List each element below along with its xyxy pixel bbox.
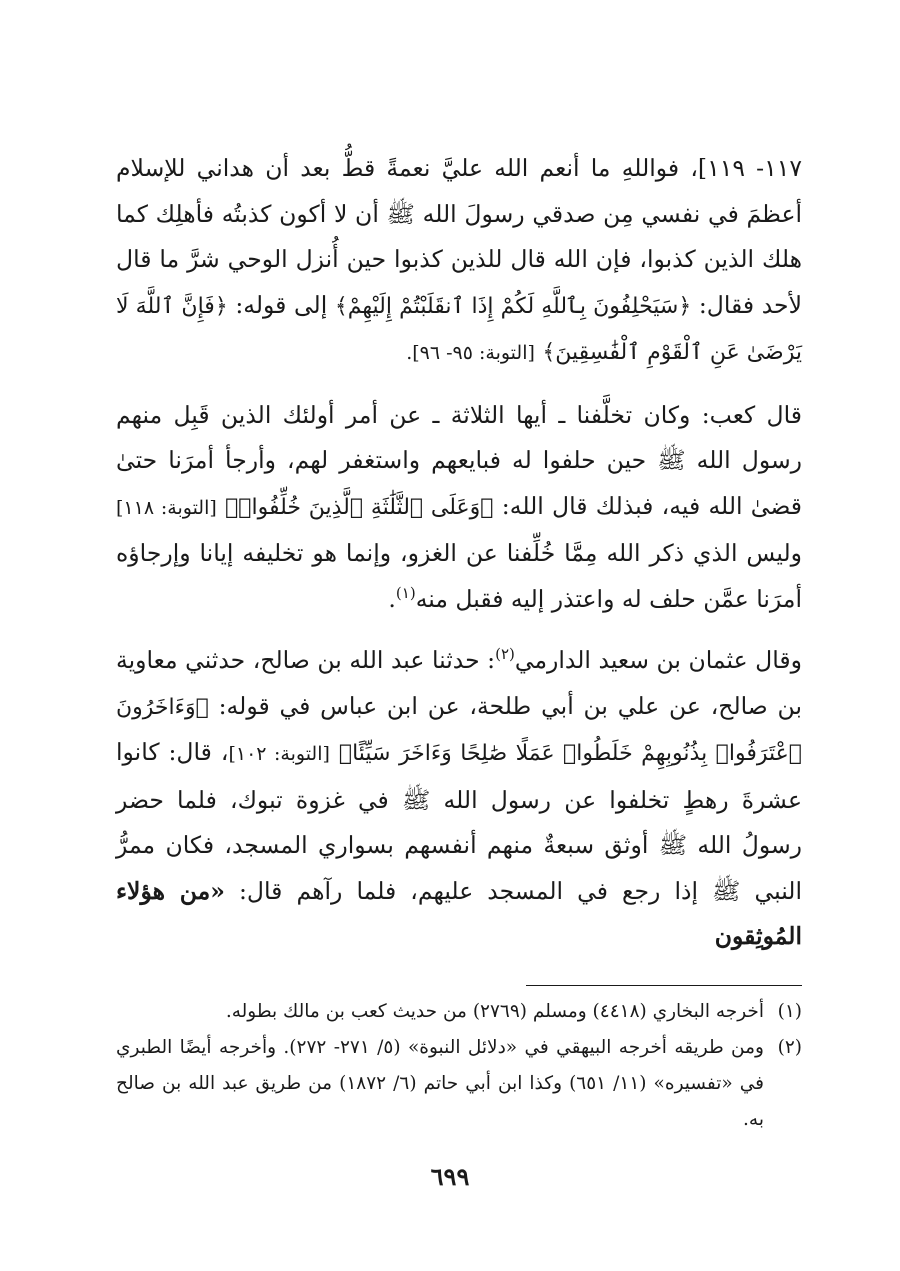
quran-verse-2: ﴿فَإِنَّ ٱللَّهَ لَا يَرْضَىٰ عَنِ ٱلْقَوْمِ ٱلْفَٰسِقِينَ﴾ bbox=[116, 293, 802, 365]
quran-verse-4: ﴿وَءَاخَرُونَ ٱعْتَرَفُوا۟ بِذُنُوبِهِمْ خَلَطُوا۟ عَمَلًا صَٰلِحًا وَءَاخَرَ سَيِّئًا﴾ bbox=[116, 694, 802, 766]
verse-reference-3: [التوبة: ١٠٢] bbox=[228, 743, 330, 765]
main-text bbox=[116, 146, 802, 960]
footnote-2 bbox=[116, 1030, 802, 1138]
verse-reference-2: [التوبة: ١١٨] bbox=[116, 496, 217, 519]
paragraph-3-text-c: ، قال: كانوا عشرةَ رهطٍ تخلفوا عن رسول الله ﷺ في غزوة تبوك، فلما حضر رسولُ الله ﷺ أوثق سبعةٌ منهم أنفسهم بسواري المسجد، فكان ممرُّ النبي ﷺ إذا رجع في المسجد عليهم، فلما رآهم قال: bbox=[116, 738, 802, 905]
footnote-2-text: ومن طريقه أخرجه البيهقي في «دلائل النبوة» (٥/ ٢٧١- ٢٧٢). وأخرجه أيضًا الطبري في «تفسيره» (١١/ ٦٥١) وكذا ابن أبي حاتم (٦/ ١٨٧٢) من طريق عبد الله بن صالح به. bbox=[116, 1037, 765, 1130]
paragraph-2-text-a: قال كعب: وكان تخلَّفنا ـ أيها الثلاثة ـ عن أمر أولئك الذين قَبِل منهم رسول الله ﷺ حين حلفوا له فبايعهم واستغفر لهم، وأرجأ أمرَنا حتىٰ قضىٰ الله فيه، فبذلك قال الله: bbox=[116, 400, 802, 520]
paragraph-2-text-c: . bbox=[388, 584, 396, 613]
page-number: ٦٩٩ bbox=[430, 1162, 470, 1191]
paragraph-1-text-a: ١١٧- ١١٩]، فواللهِ ما أنعم الله عليَّ نعمةً قطُّ بعد أن هداني للإسلام أعظمَ في نفسي مِن صدقي رسولَ الله ﷺ أن لا أكون كذبتُه فأهلِك كما هلك الذين كذبوا، فإن الله قال للذين كذبوا حين أُنزل الوحي شرَّ ما قال لأحد فقال: bbox=[116, 154, 803, 319]
footnote-2-number: (٢) bbox=[777, 1037, 802, 1058]
paragraph-3-text-b: : حدثنا عبد الله بن صالح، حدثني معاوية بن صالح، عن علي بن أبي طلحة، عن ابن عباس في قوله: bbox=[116, 646, 802, 720]
footnotes bbox=[116, 994, 802, 1138]
quran-verse-3: ﴿وَعَلَى ٱلثَّلَٰثَةِ ٱلَّذِينَ خُلِّفُوا۟﴾ bbox=[225, 494, 494, 520]
footnote-1-number: (١) bbox=[777, 1001, 802, 1022]
footnote-1 bbox=[116, 994, 802, 1030]
footnote-ref-1[interactable]: (١) bbox=[395, 583, 416, 602]
quran-verse-1: ﴿سَيَحْلِفُونَ بِٱللَّهِ لَكُمْ إِذَا ٱنقَلَبْتُمْ إِلَيْهِمْ﴾ bbox=[334, 293, 692, 319]
footnote-divider bbox=[526, 985, 802, 986]
paragraph-3-text-a: وقال عثمان بن سعيد الدارمي bbox=[514, 646, 802, 674]
paragraph-1-text-b: إلى قوله: bbox=[235, 290, 328, 319]
verse-reference-1: [التوبة: ٩٥- ٩٦]. bbox=[406, 342, 535, 364]
footnote-1-text: أخرجه البخاري (٤٤١٨) ومسلم (٢٧٦٩) من حديث كعب بن مالك بطوله. bbox=[225, 1001, 764, 1022]
paragraph-3 bbox=[116, 638, 802, 960]
paragraph-2-text-b: وليس الذي ذكر الله مِمَّا خُلِّفنا عن الغزو، وإنما هو تخليفه إيانا وإرجاؤه أمرَنا عمَّن حلف له واعتذر إليه فقبل منه bbox=[116, 539, 802, 613]
paragraph-2 bbox=[116, 393, 802, 623]
footnote-ref-2[interactable]: (٢) bbox=[495, 645, 515, 664]
paragraph-3-bold-text: «من هؤلاء المُوثِقون bbox=[116, 876, 802, 950]
paragraph-1 bbox=[116, 146, 802, 377]
